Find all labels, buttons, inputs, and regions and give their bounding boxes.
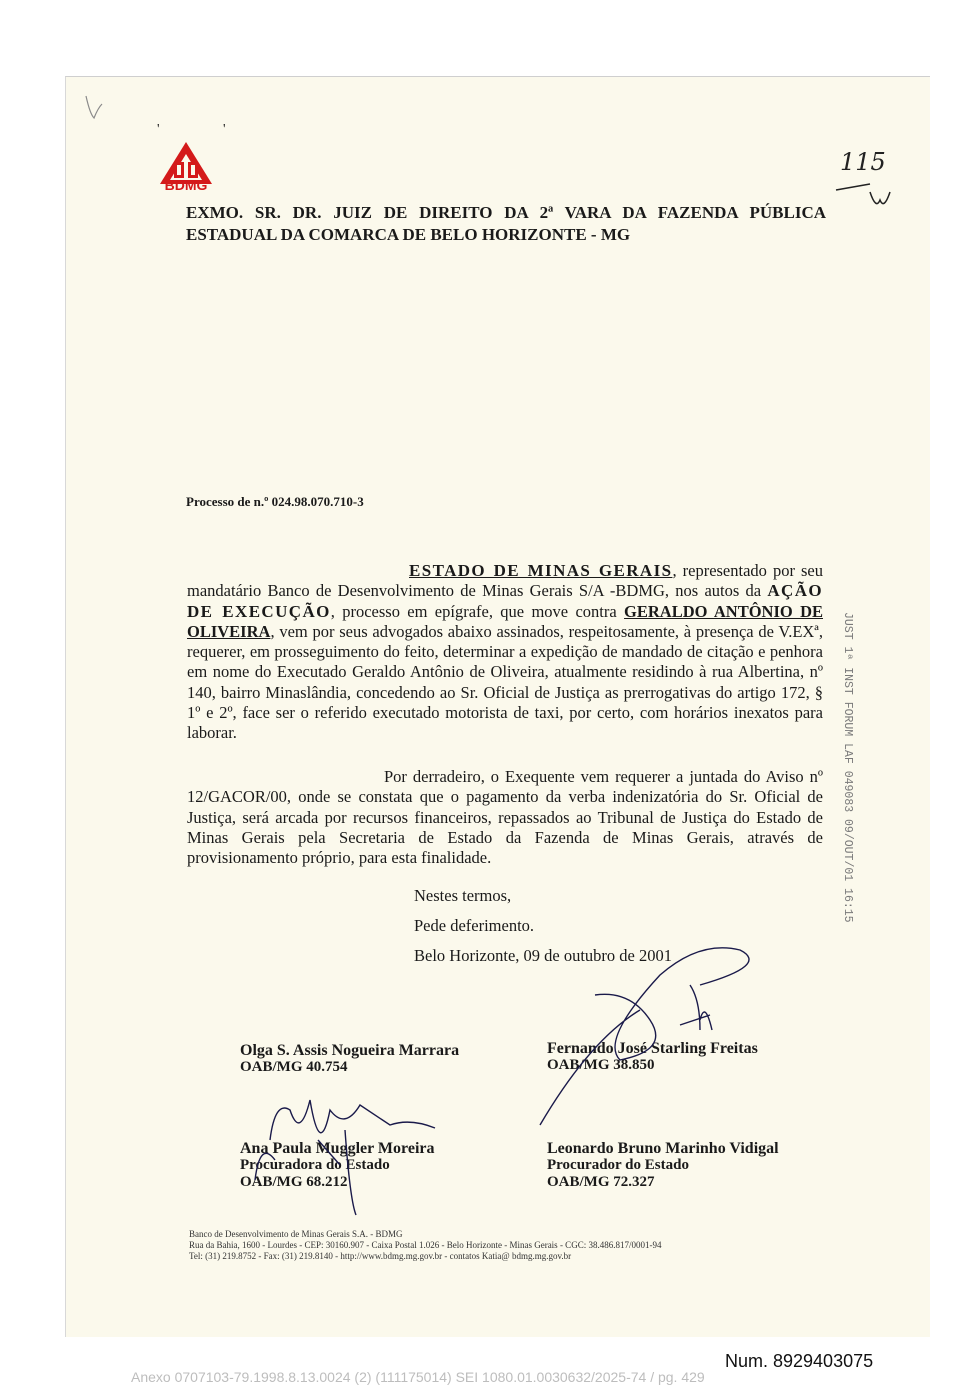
closing-date: Belo Horizonte, 09 de outubro de 2001 bbox=[414, 946, 672, 965]
paragraph1-text-b: , processo em epígrafe, que move contra bbox=[330, 601, 625, 621]
bdmg-logo-text: BDMG bbox=[164, 177, 208, 193]
signatory-name: Olga S. Assis Nogueira Marrara bbox=[240, 1042, 460, 1059]
process-number: Processo de n.º 024.98.070.710-3 bbox=[186, 494, 364, 509]
party-name: ESTADO DE MINAS GERAIS bbox=[409, 561, 673, 580]
signatory-role: Procuradora do Estado bbox=[240, 1157, 390, 1173]
closing-line-2: Pede deferimento. bbox=[414, 916, 535, 935]
signature-muggler bbox=[255, 1100, 435, 1215]
document-number: Num. 8929403075 bbox=[725, 1351, 874, 1371]
action-name: AÇÃO DE EXECUÇÃO bbox=[187, 581, 823, 621]
signatory-name: Fernando José Starling Freitas bbox=[547, 1040, 758, 1057]
signatory-oab: OAB/MG 38.850 bbox=[547, 1057, 655, 1073]
signatory-name: Leonardo Bruno Marinho Vidigal bbox=[547, 1140, 779, 1157]
letterhead-footer bbox=[189, 1229, 661, 1262]
closing-line-1: Nestes termos, bbox=[414, 886, 512, 905]
signatory-oab: OAB/MG 40.754 bbox=[240, 1059, 348, 1075]
protocol-stamp: JUST 1ª INST FORUM LAF 049083 09/OUT/01 16:15 bbox=[841, 612, 854, 923]
annex-reference: Anexo 0707103-79.1998.8.13.0024 (2) (111175014) SEI 1080.01.0030632/2025-74 / pg. 429 bbox=[131, 1369, 705, 1385]
signatory-oab: OAB/MG 68.212 bbox=[240, 1174, 348, 1190]
signatory-name: Ana Paula Muggler Moreira bbox=[240, 1140, 435, 1157]
paragraph2-text: Por derradeiro, o Exequente vem requerer a juntada do Aviso nº 12/GACOR/00, onde se constata que o pagamento da verba indenizatória do Sr. Oficial de Justiça, será arcada por recursos financeiros, repassados ao Tribunal de Justiça do Estado de Minas Gerais pela Secretaria de Estado da Fazenda de Minas Gerais, através de provisionamento próprio, para esta finalidade. bbox=[187, 767, 823, 868]
defendant-name: GERALDO ANTÔNIO DE OLIVEIRA bbox=[187, 601, 823, 641]
footer-line-1: Banco de Desenvolvimento de Minas Gerais S.A. - BDMG bbox=[189, 1229, 403, 1239]
footer-line-2: Rua da Bahia, 1600 - Lourdes - CEP: 30160.907 - Caixa Postal 1.026 - Belo Horizonte - Minas Gerais - CGC: 38.486.817/0001-94 bbox=[189, 1240, 662, 1250]
footer-line-3: Tel: (31) 219.8752 - Fax: (31) 219.8140 - http://www.bdmg.mg.gov.br - contatos Katia@ bdmg.mg.gov.br bbox=[189, 1251, 572, 1261]
signatory-role: Procurador do Estado bbox=[547, 1157, 689, 1173]
paragraph1-text-c: , vem por seus advogados abaixo assinados, respeitosamente, à presença de V.EXª, requerer, em prosseguimento do feito, determinar a expedição de mandado de citação e penhora em nome do Executado Geraldo Antônio de Oliveira, atualmente residindo à rua Albertina, nº 140, bairro Minaslândia, concedendo ao Sr. Oficial de Justiça as prerrogativas do artigo 172, § 1º e 2º, face ser o referido executado motorista de taxi, por certo, com horários inexatos para laborar. bbox=[187, 621, 823, 743]
paragraph1-text-a: , representado por seu mandatário Banco de Desenvolvimento de Minas Gerais S/A -BDMG, nos autos da bbox=[187, 561, 824, 601]
signatory-oab: OAB/MG 72.327 bbox=[547, 1174, 655, 1190]
court-address-heading: EXMO. SR. DR. JUIZ DE DIREITO DA 2ª VARA DA FAZENDA PÚBLICA ESTADUAL DA COMARCA DE BELO HORIZONTE - MG bbox=[186, 203, 826, 244]
signature-freitas bbox=[540, 948, 749, 1125]
svg-text:115: 115 bbox=[840, 148, 886, 176]
punch-marks: ' ' bbox=[157, 122, 256, 137]
